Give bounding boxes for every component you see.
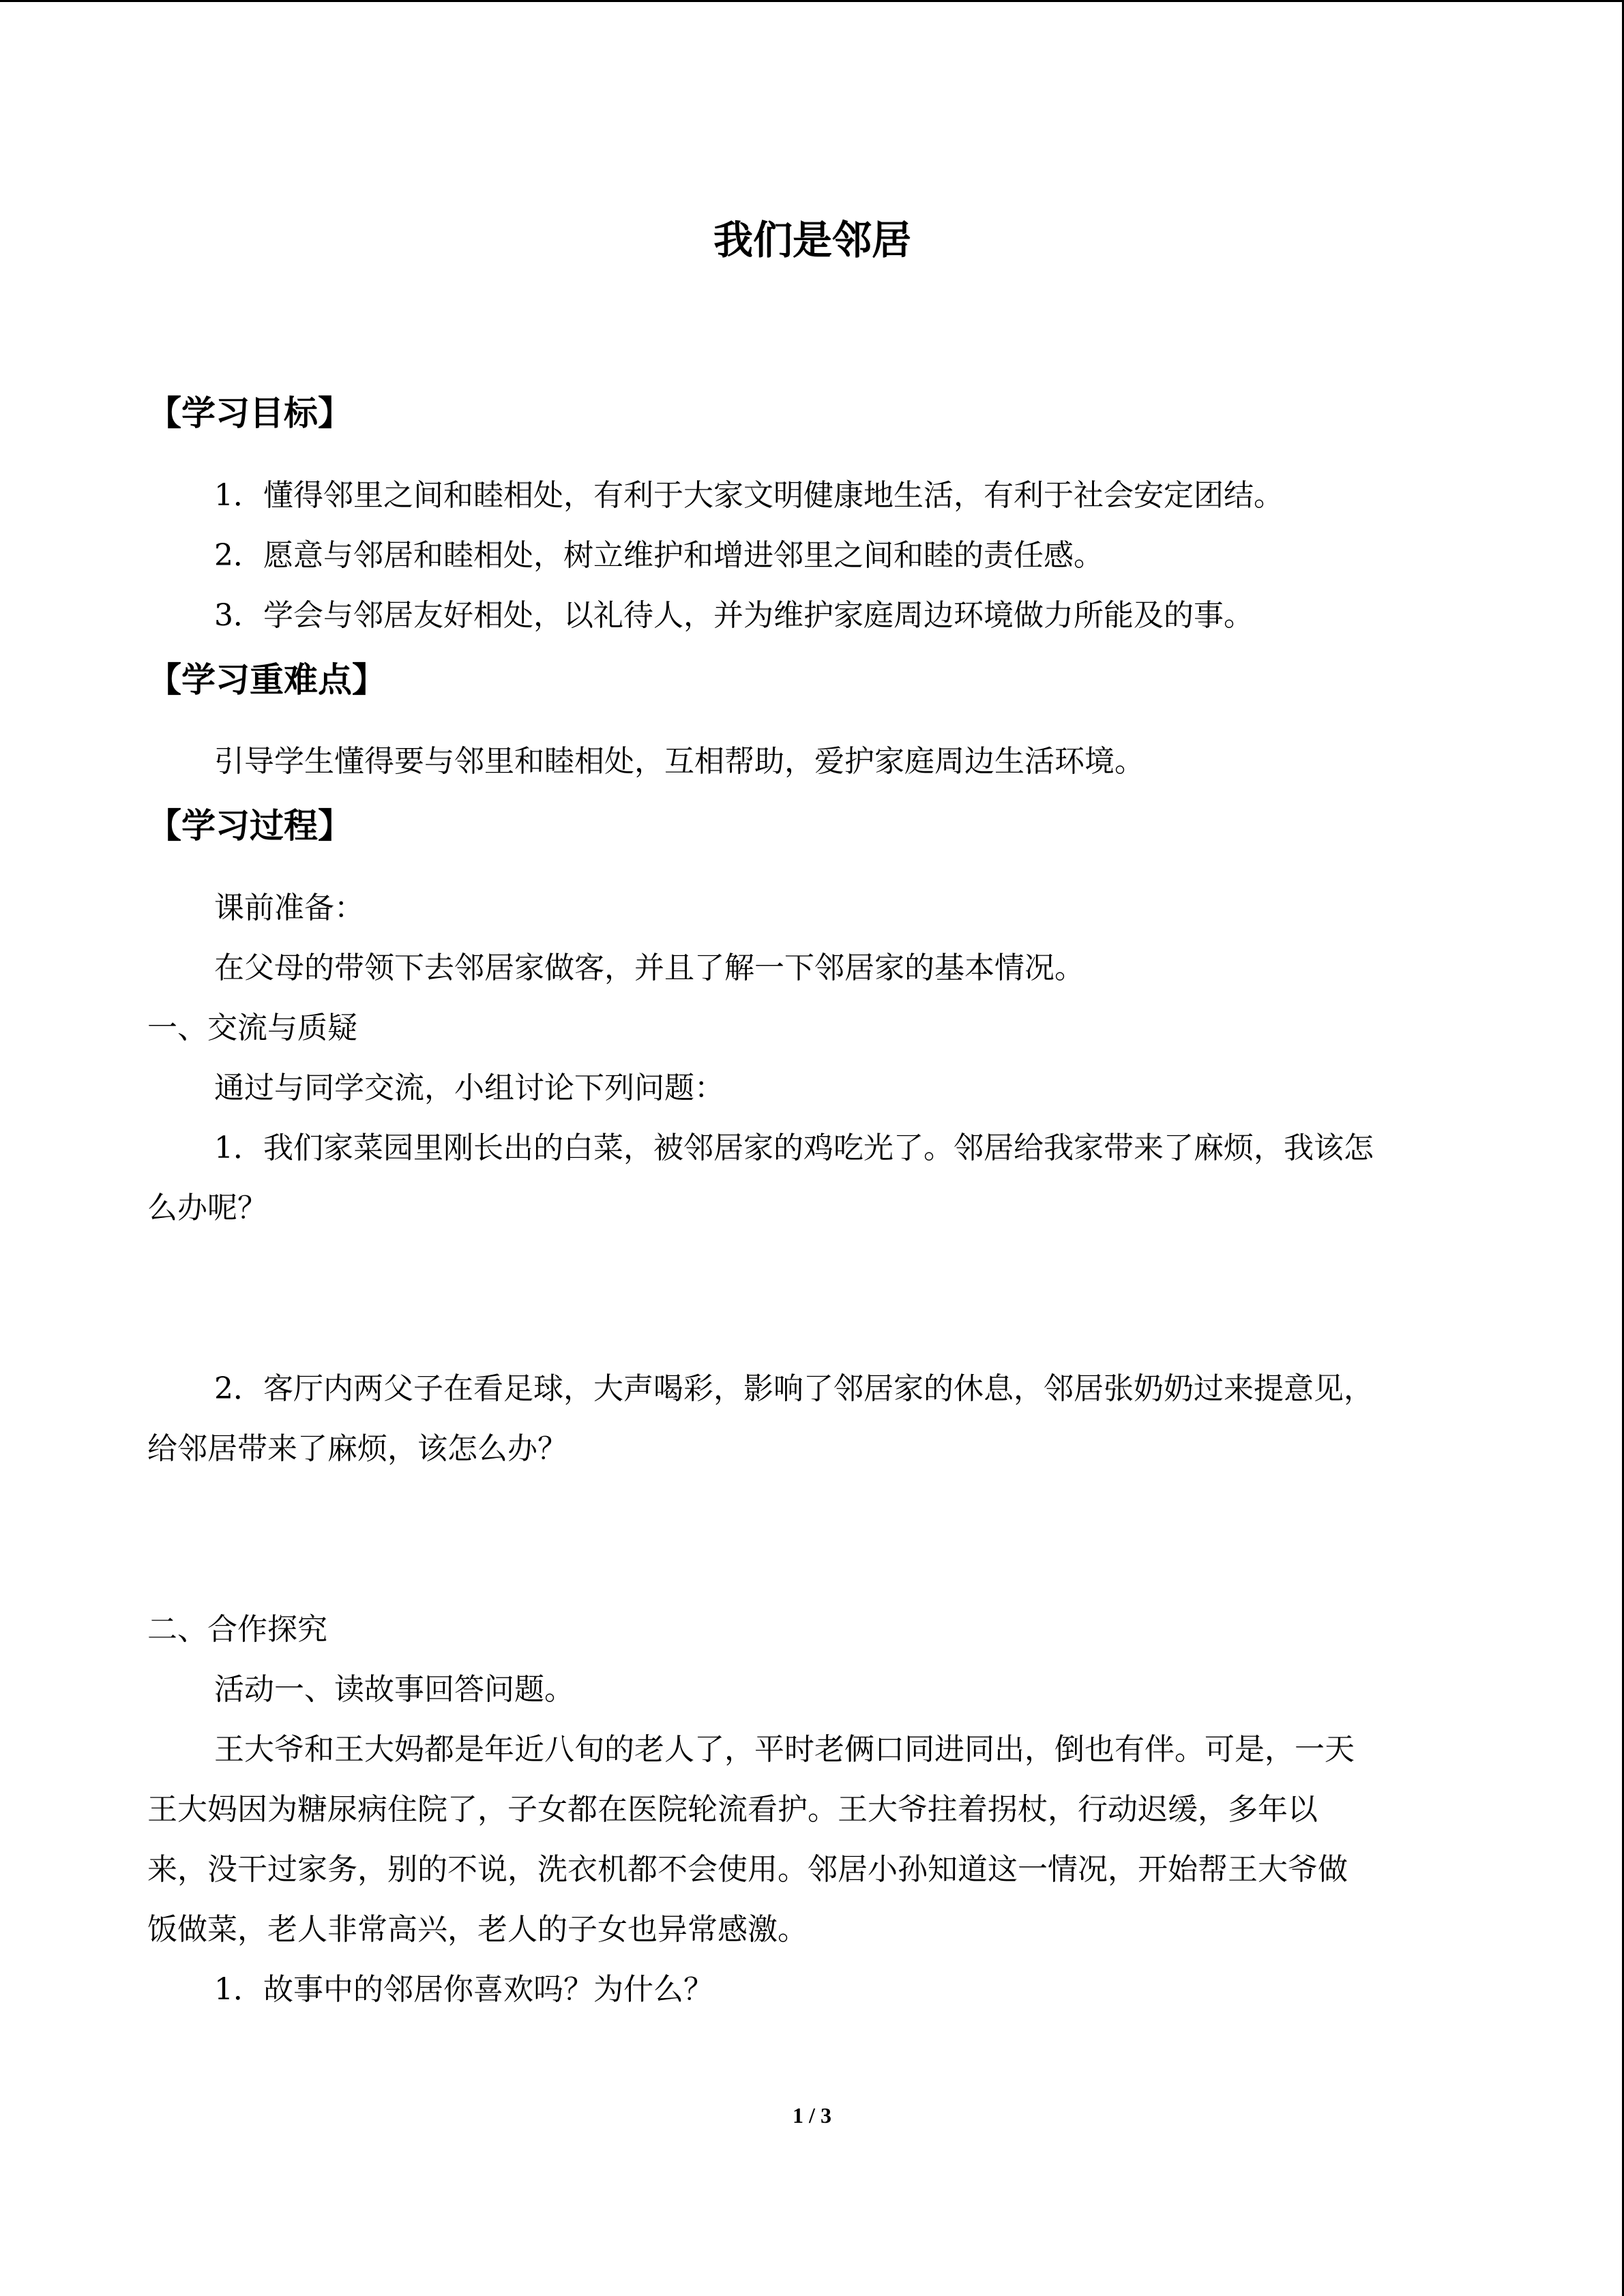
prep-text: 在父母的带领下去邻居家做客，并且了解一下邻居家的基本情况。 [214, 951, 1084, 985]
story-question-1: 1．故事中的邻居你喜欢吗？为什么？ [214, 1972, 713, 2007]
question-2-line1: 2．客厅内两父子在看足球，大声喝彩，影响了邻居家的休息，邻居张奶奶过来提意见， [214, 1371, 1374, 1406]
story-line-4: 饭做菜，老人非常高兴，老人的子女也异常感激。 [147, 1912, 808, 1947]
process-heading: 【学习过程】 [147, 806, 352, 846]
objective-item-3: 3．学会与邻居友好相处，以礼待人，并为维护家庭周边环境做力所能及的事。 [214, 598, 1254, 633]
story-line-3: 来，没干过家务，别的不说，洗衣机都不会使用。邻居小孙知道这一情况，开始帮王大爷做 [147, 1852, 1348, 1887]
objectives-heading: 【学习目标】 [147, 393, 352, 433]
key-points-heading: 【学习重难点】 [147, 660, 386, 700]
page-number: 1 / 3 [793, 2103, 831, 2128]
part1-intro: 通过与同学交流，小组讨论下列问题： [214, 1071, 724, 1105]
key-points-text: 引导学生懂得要与邻里和睦相处，互相帮助，爱护家庭周边生活环境。 [214, 744, 1145, 779]
part1-title: 一、交流与质疑 [147, 1011, 357, 1045]
objective-item-1: 1．懂得邻里之间和睦相处，有利于大家文明健康地生活，有利于社会安定团结。 [214, 478, 1284, 513]
part2-title: 二、合作探究 [147, 1612, 327, 1647]
question-1-line2: 么办呢？ [147, 1191, 267, 1225]
objective-item-2: 2．愿意与邻居和睦相处，树立维护和增进邻里之间和睦的责任感。 [214, 538, 1104, 573]
document-title: 我们是邻居 [713, 217, 911, 263]
story-line-1: 王大爷和王大妈都是年近八旬的老人了，平时老俩口同进同出，倒也有伴。可是，一天 [214, 1732, 1355, 1767]
question-1-line1: 1．我们家菜园里刚长出的白菜，被邻居家的鸡吃光了。邻居给我家带来了麻烦，我该怎 [214, 1131, 1374, 1165]
question-2-line2: 给邻居带来了麻烦，该怎么办？ [147, 1431, 567, 1466]
prep-label: 课前准备： [214, 891, 364, 925]
story-line-2: 王大妈因为糖尿病住院了，子女都在医院轮流看护。王大爷拄着拐杖，行动迟缓，多年以 [147, 1792, 1318, 1827]
activity-1-title: 活动一、读故事回答问题。 [214, 1672, 574, 1707]
